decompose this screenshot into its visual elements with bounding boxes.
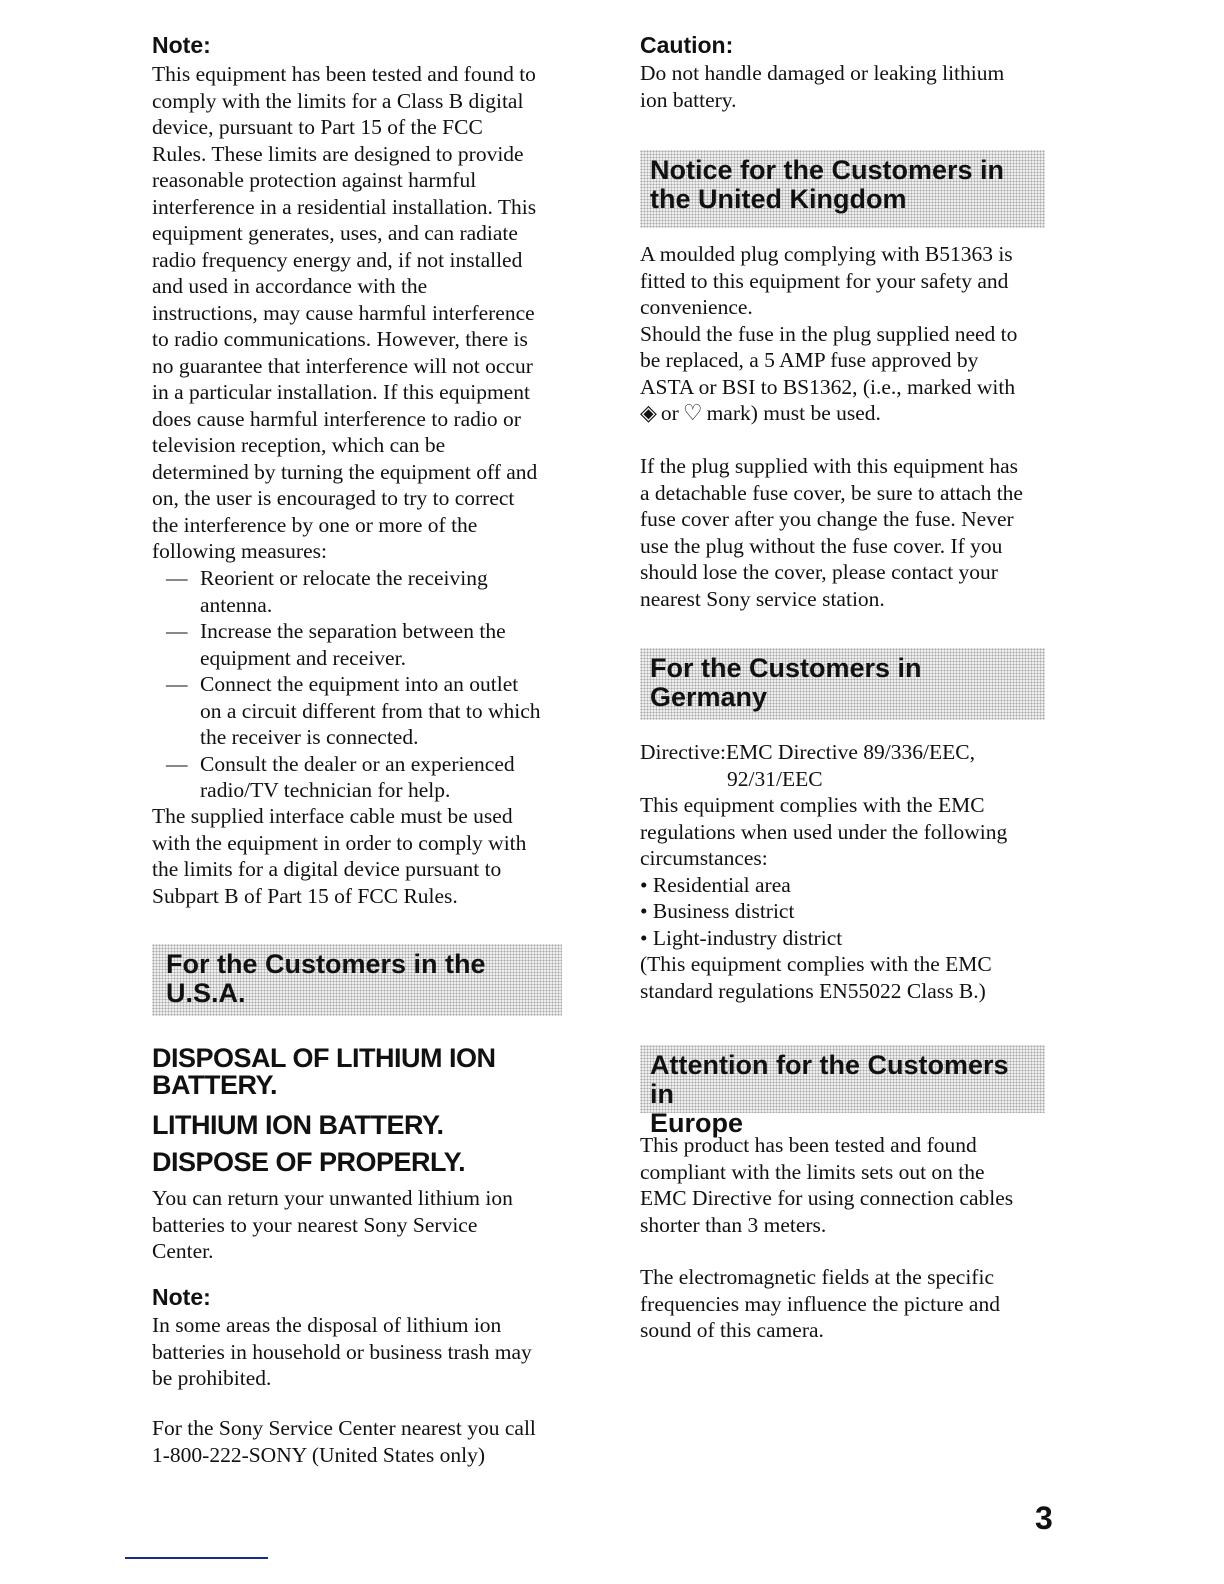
- dispose-heading: DISPOSE OF PROPERLY.: [152, 1147, 466, 1177]
- text-line: EMC Directive for using connection cables: [640, 1186, 1014, 1210]
- text-line: batteries to your nearest Sony Service: [152, 1212, 478, 1237]
- europe-paragraph-2: [640, 1264, 1000, 1344]
- measure-item: [152, 671, 541, 751]
- text-line: Subpart B of Part 15 of FCC Rules.: [152, 883, 458, 908]
- text-line: Europe: [650, 1108, 744, 1138]
- text-line: — Increase the separation between the: [152, 618, 541, 645]
- bullet-text: Light-industry district: [652, 925, 843, 950]
- text-line: [640, 898, 1007, 925]
- text-line: Should the fuse in the plug supplied need to: [640, 321, 1018, 346]
- usa-banner: [152, 944, 562, 1016]
- text-line: shorter than 3 meters.: [640, 1212, 827, 1237]
- directive-line-2: 92/31/EEC: [727, 766, 823, 791]
- bullet-icon: •: [640, 899, 653, 923]
- text-line: instructions, may cause harmful interference: [152, 300, 535, 325]
- text-line: You can return your unwanted lithium ion: [152, 1186, 513, 1210]
- text-line: the interference by one or more of the: [152, 512, 478, 537]
- text-line: In some areas the disposal of lithium ion: [152, 1313, 502, 1337]
- service-paragraph: [152, 1415, 536, 1468]
- text-line: Notice for the Customers in: [650, 155, 1005, 185]
- text-line: circumstances:: [640, 846, 768, 870]
- text-line: fitted to this equipment for your safety and: [640, 268, 1009, 293]
- bullet-icon: •: [640, 925, 653, 950]
- asta-mark-icon: ◈: [640, 401, 657, 426]
- text-line: the limits for a digital device pursuant to: [152, 857, 502, 881]
- text-line: following measures:: [152, 539, 327, 563]
- return-paragraph: [152, 1185, 513, 1265]
- text-line: [640, 925, 1007, 952]
- note-heading: Note:: [152, 32, 211, 58]
- text-line: Rules. These limits are designed to provide: [152, 141, 524, 166]
- text-line: batteries in household or business trash may: [152, 1339, 532, 1364]
- uk-paragraph-2: [640, 453, 1023, 612]
- emc-note: [640, 951, 1007, 1004]
- text-line: (This equipment complies with the EMC: [640, 952, 992, 976]
- measure-item: [152, 618, 541, 671]
- uk-marks-line: [640, 400, 1017, 427]
- text-line: Germany: [650, 682, 768, 712]
- text-line: The electromagnetic fields at the specific: [640, 1265, 994, 1289]
- circumstances-list: [640, 872, 1007, 952]
- fcc-paragraph: [152, 61, 537, 565]
- text-line: equipment and receiver.: [200, 645, 406, 670]
- text-line: television reception, which can be: [152, 433, 446, 457]
- germany-section: [640, 739, 1007, 1004]
- bullet-text: Business district: [652, 899, 795, 923]
- text-line: equipment generates, uses, and can radiate: [152, 221, 518, 245]
- measure-item: [152, 565, 541, 618]
- text-line: This equipment has been tested and found to: [152, 62, 536, 86]
- text-line: no guarantee that interference will not occur: [152, 353, 533, 378]
- lithium-heading: LITHIUM ION BATTERY.: [152, 1110, 444, 1140]
- measure-item: [152, 751, 541, 804]
- text-line: This product has been tested and found: [640, 1133, 977, 1157]
- note2-heading: Note:: [152, 1284, 211, 1310]
- text-line: Do not handle damaged or leaking lithium: [640, 61, 1005, 85]
- text-line: be replaced, a 5 AMP fuse approved by: [640, 348, 979, 372]
- text-line: radio frequency energy and, if not installed: [152, 247, 523, 272]
- text-line: DISPOSAL OF LITHIUM ION: [152, 1043, 496, 1073]
- text-line: ASTA or BSI to BS1362, (i.e., marked with: [640, 374, 1016, 399]
- text-line: reasonable protection against harmful: [152, 168, 477, 192]
- text-line: sound of this camera.: [640, 1318, 824, 1342]
- text-line: interference in a residential installation. This: [152, 194, 537, 219]
- uk-paragraph-1: [640, 241, 1017, 427]
- caution-paragraph: [640, 60, 1004, 113]
- text-line: compliant with the limits sets out on the: [640, 1159, 985, 1184]
- text-line: The supplied interface cable must be used: [152, 804, 513, 828]
- text-line: comply with the limits for a Class B digital: [152, 88, 524, 113]
- text-line: regulations when used under the following: [640, 819, 1008, 844]
- text-line: a detachable fuse cover, be sure to attach the: [640, 480, 1023, 505]
- text-line: determined by turning the equipment off and: [152, 459, 538, 484]
- text-line: — Reorient or relocate the receiving: [152, 565, 541, 592]
- text-line: use the plug without the fuse cover. If you: [640, 533, 1003, 558]
- text-line: ion battery.: [640, 87, 737, 112]
- text-line: with the equipment in order to comply with: [152, 830, 527, 855]
- text-line: — Consult the dealer or an experienced: [152, 751, 541, 778]
- text-line: A moulded plug complying with B51363 is: [640, 242, 1013, 266]
- text-line: fuse cover after you change the fuse. Never: [640, 507, 1014, 531]
- text-line: radio/TV technician for help.: [200, 778, 451, 802]
- text-line: For the Customers in: [650, 653, 922, 683]
- or-text: or: [660, 401, 679, 425]
- text-line: on, the user is encouraged to try to correct: [152, 486, 515, 510]
- text-line: Center.: [152, 1239, 214, 1263]
- text-line: in a particular installation. If this equipment: [152, 380, 530, 404]
- text-line: Attention for the Customers in: [650, 1050, 1009, 1109]
- text-line: and used in accordance with the: [152, 274, 428, 298]
- text-line: [640, 872, 1007, 899]
- text-line: If the plug supplied with this equipment has: [640, 454, 1018, 478]
- text-line: nearest Sony service station.: [640, 586, 885, 611]
- text-line: device, pursuant to Part 15 of the FCC: [152, 115, 483, 139]
- text-line: For the Sony Service Center nearest you call: [152, 1416, 536, 1440]
- text-line: on a circuit different from that to which: [200, 698, 541, 723]
- text-line: to radio communications. However, there is: [152, 327, 528, 351]
- text-line: the receiver is connected.: [200, 725, 419, 749]
- text-line: For the Customers in the: [166, 949, 486, 979]
- text-line: antenna.: [200, 592, 273, 617]
- text-line: be prohibited.: [152, 1366, 272, 1390]
- emc-paragraph: [640, 792, 1007, 872]
- page-number: 3: [1035, 1500, 1053, 1536]
- bullet-icon: •: [640, 872, 653, 897]
- germany-banner: [640, 648, 1045, 720]
- text-line: standard regulations EN55022 Class B.): [640, 978, 986, 1003]
- text-line: does cause harmful interference to radio or: [152, 406, 521, 431]
- uk-lines: [640, 241, 1017, 400]
- cable-paragraph: [152, 803, 526, 909]
- footer-rule: [125, 1557, 268, 1559]
- note2-paragraph: [152, 1312, 532, 1392]
- europe-paragraph-1: [640, 1132, 1013, 1238]
- bullet-text: Residential area: [652, 872, 791, 897]
- measures-list: [152, 565, 541, 804]
- directive-line: Directive:EMC Directive 89/336/EEC,: [640, 740, 975, 764]
- bsi-kitemark-icon: ♡: [682, 401, 703, 426]
- text-line: U.S.A.: [166, 978, 246, 1008]
- text-line: the United Kingdom: [650, 184, 907, 214]
- text-line: BATTERY.: [152, 1070, 278, 1100]
- text-line: This equipment complies with the EMC: [640, 793, 985, 817]
- text-line: 1-800-222-SONY (United States only): [152, 1442, 486, 1467]
- marks-after-text: mark) must be used.: [706, 401, 881, 425]
- text-line: frequencies may influence the picture and: [640, 1291, 1000, 1316]
- uk-banner: [640, 150, 1045, 228]
- text-line: convenience.: [640, 295, 753, 319]
- text-line: should lose the cover, please contact your: [640, 560, 998, 584]
- caution-heading: Caution:: [640, 32, 734, 58]
- europe-banner: [640, 1045, 1045, 1138]
- text-line: — Connect the equipment into an outlet: [152, 671, 541, 698]
- disposal-heading: [152, 1045, 496, 1099]
